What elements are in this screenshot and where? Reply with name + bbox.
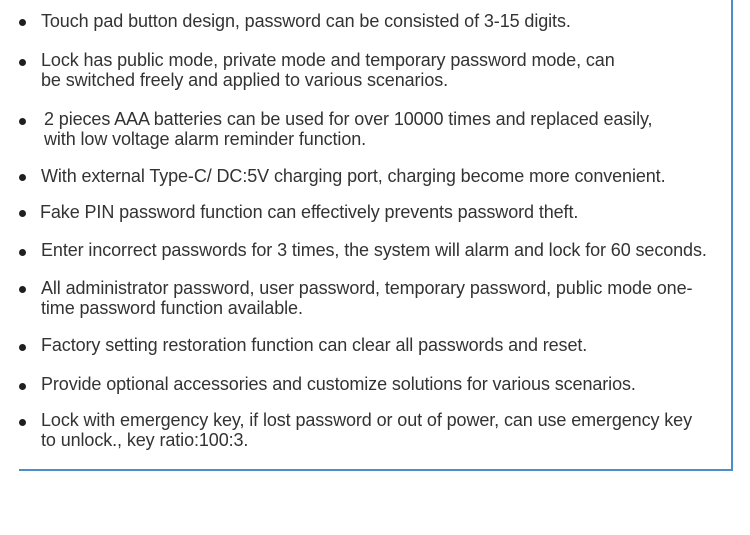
feature-text (41, 278, 731, 318)
feature-line: Fake PIN password function can effectively prevents password theft. (40, 202, 579, 222)
feature-text (41, 50, 731, 90)
feature-text (41, 410, 731, 450)
bullet-icon (19, 344, 26, 351)
bullet-icon (19, 19, 26, 26)
feature-line: Provide optional accessories and customize solutions for various scenarios. (41, 374, 636, 394)
bullet-icon (19, 118, 26, 125)
feature-line: Enter incorrect passwords for 3 times, the system will alarm and lock for 60 seconds. (41, 240, 707, 260)
feature-line: to unlock., key ratio:100:3. (41, 430, 249, 450)
feature-line: Lock with emergency key, if lost password or out of power, can use emergency key (41, 410, 692, 430)
feature-line: Touch pad button design, password can be consisted of 3-15 digits. (41, 11, 571, 31)
feature-text (40, 202, 731, 222)
feature-line: 2 pieces AAA batteries can be used for over 10000 times and replaced easily, (44, 109, 653, 129)
feature-text (41, 166, 731, 186)
bullet-icon (19, 286, 26, 293)
feature-text (44, 109, 731, 149)
feature-line: Factory setting restoration function can clear all passwords and reset. (41, 335, 588, 355)
feature-panel (19, 0, 733, 471)
bullet-icon (19, 383, 26, 390)
feature-line: Lock has public mode, private mode and temporary password mode, can (41, 50, 615, 70)
feature-line: be switched freely and applied to various scenarios. (41, 70, 449, 90)
bullet-icon (19, 249, 26, 256)
bullet-icon (19, 59, 26, 66)
feature-text (41, 240, 731, 260)
feature-line: All administrator password, user password, temporary password, public mode one- (41, 278, 693, 298)
feature-line: time password function available. (41, 298, 303, 318)
bullet-icon (19, 174, 26, 181)
feature-line: With external Type-C/ DC:5V charging port, charging become more convenient. (41, 166, 666, 186)
feature-text (41, 374, 731, 394)
feature-text (41, 335, 731, 355)
bullet-icon (19, 210, 26, 217)
bullet-icon (19, 419, 26, 426)
feature-text (41, 11, 731, 31)
feature-line: with low voltage alarm reminder function. (44, 129, 367, 149)
